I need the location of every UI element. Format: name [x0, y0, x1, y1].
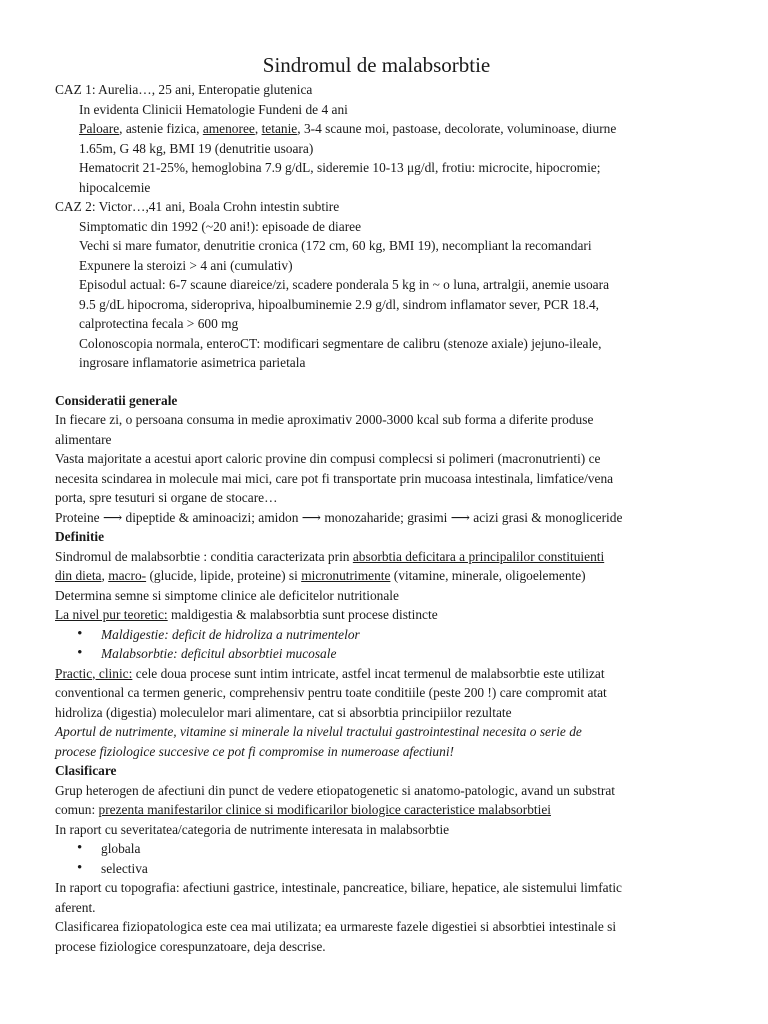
text-span: , 3-4 scaune moi, pastoase, decolorate, voluminoase, diurne	[297, 121, 617, 136]
list-item: • globala	[55, 839, 718, 859]
paragraph-line: alimentare	[55, 431, 112, 447]
classification-bullet-list	[55, 839, 718, 878]
paragraph-line: Clasificarea fiziopatologica este cea mai utilizata; ea urmareste fazele digestiei si absorbtiei intestinale si	[55, 919, 617, 934]
underlined-term: amenoree	[202, 121, 255, 136]
paragraph-line: necesita scindarea in molecule mai mici, care pot fi transportate prin mucoasa intestinala, limfatice/vena	[55, 470, 614, 486]
spacer	[55, 373, 718, 391]
underlined-term: absorbtia deficitara a principalilor constituienti	[352, 548, 605, 564]
definition-bullet-list	[55, 625, 718, 664]
underlined-term: micronutrimente	[301, 568, 391, 583]
paragraph-line: In raport cu topografia: afectiuni gastrice, intestinale, pancreatice, biliare, hepatice, ale sistemului limfatic	[55, 880, 622, 895]
section-heading-general: Consideratii generale	[55, 392, 178, 408]
paragraph-line: aferent.	[55, 899, 96, 915]
paragraph-line: procese fiziologice succesive ce pot fi compromise in numeroase afectiuni!	[55, 743, 455, 759]
text-span: maldigestia & malabsorbtia sunt procese distincte	[167, 607, 438, 622]
text-span: , astenie fizica,	[119, 121, 203, 136]
underlined-term: tetanie	[261, 121, 298, 136]
list-item: • Maldigestie: deficit de hidroliza a nutrimentelor	[55, 625, 718, 645]
list-item: • selectiva	[55, 859, 718, 879]
text-span: (glucide, lipide, proteine) si	[146, 568, 302, 583]
underlined-term: macro-	[108, 568, 147, 583]
paragraph-line: Proteine ⟶ dipeptide & aminoacizi; amidon ⟶ monozaharide; grasimi ⟶ acizi grasi & monogliceride	[55, 509, 623, 525]
paragraph-line	[55, 800, 718, 820]
page-title: Sindromul de malabsorbtie	[262, 53, 491, 77]
text-span: ,	[254, 121, 262, 136]
case2-line: calprotectina fecala > 600 mg	[79, 316, 239, 331]
paragraph-line: Grup heterogen de afectiuni din punct de vedere etiopatogenetic si anatomo-patologic, avand un substrat	[55, 782, 615, 798]
case2-line: 9.5 g/dL hipocroma, sideropriva, hipoalbuminemie 2.9 g/dl, sindrom inflamator sever, PCR 18.4,	[79, 296, 600, 312]
paragraph-line	[55, 664, 718, 684]
underlined-term: La nivel pur teoretic:	[55, 607, 168, 622]
text-span: Sindromul de malabsorbtie : conditia caracterizata prin	[55, 548, 353, 564]
paragraph-line	[55, 605, 718, 625]
section-heading-classification: Clasificare	[55, 763, 117, 778]
underlined-term: din dieta	[55, 568, 102, 583]
underlined-term: prezenta manifestarilor clinice si modificarilor biologice caracteristice malabsorbtiei	[98, 802, 551, 817]
section-heading-definition: Definitie	[55, 529, 105, 544]
list-item: • Malabsorbtie: deficitul absorbtiei mucosale	[55, 644, 718, 664]
text-span: cele doua procese sunt intim intricate, astfel incat termenul de malabsorbtie este utilizat	[132, 665, 605, 681]
paragraph-line: conventional ca termen generic, comprehensiv pentru toate conditiile (peste 200 !) care compromit atat	[55, 685, 607, 700]
case1-line: 1.65m, G 48 kg, BMI 19 (denutritie usoara)	[79, 140, 314, 156]
paragraph-line: In fiecare zi, o persoana consuma in medie aproximativ 2000-3000 kcal sub forma a diferite produse	[55, 412, 594, 427]
case2-line: Vechi si mare fumator, denutritie cronica (172 cm, 60 kg, BMI 19), necompliant la recomandari	[79, 238, 592, 253]
case2-header: CAZ 2: Victor…,41 ani, Boala Crohn intestin subtire	[55, 199, 340, 214]
paragraph-line: procese fiziologice corespunzatoare, deja descrise.	[55, 938, 326, 954]
case1-header: CAZ 1: Aurelia…, 25 ani, Enteropatie glutenica	[55, 82, 313, 97]
paragraph-line: Vasta majoritate a acestui aport caloric provine din compusi complecsi si polimeri (macronutrienti) ce	[55, 451, 601, 466]
underlined-term: Practic, clinic:	[55, 665, 133, 681]
case2-line: Simptomatic din 1992 (~20 ani!): episoade de diaree	[79, 218, 362, 234]
underlined-term: Paloare	[79, 121, 120, 136]
case1-line: Hematocrit 21-25%, hemoglobina 7.9 g/dL, sideremie 10-13 μg/dl, frotiu: microcite, hipocromie;	[79, 160, 601, 175]
paragraph-line: Determina semne si simptome clinice ale deficitelor nutritionale	[55, 587, 399, 603]
case1-symptoms	[55, 119, 718, 139]
paragraph-line: In raport cu severitatea/categoria de nutrimente interesata in malabsorbtie	[55, 821, 450, 837]
case2-line: ingrosare inflamatorie asimetrica parietala	[79, 355, 306, 370]
case2-line: Colonoscopia normala, enteroCT: modificari segmentare de calibru (stenoze axiale) jejuno-ileale,	[79, 335, 602, 351]
text-span: comun:	[55, 802, 99, 817]
paragraph-line: Aportul de nutrimente, vitamine si minerale la nivelul tractului gastrointestinal necesita o serie de	[55, 724, 582, 739]
text-span: ,	[101, 568, 109, 583]
case1-line: In evidenta Clinicii Hematologie Fundeni de 4 ani	[79, 101, 348, 117]
case2-line: Episodul actual: 6-7 scaune diareice/zi, scadere ponderala 5 kg in ~ o luna, artralgii, anemie usoara	[79, 277, 610, 292]
case1-line: hipocalcemie	[79, 179, 151, 195]
paragraph-line	[55, 566, 718, 586]
paragraph-line: hidroliza (digestia) moleculelor mari alimentare, cat si absorbtia principiilor rezultate	[55, 704, 512, 720]
paragraph-line: porta, spre tesuturi si organe de stocare…	[55, 490, 278, 505]
text-span: (vitamine, minerale, oligoelemente)	[390, 568, 586, 583]
paragraph-line	[55, 547, 718, 567]
case2-line: Expunere la steroizi > 4 ani (cumulativ)	[79, 257, 293, 273]
